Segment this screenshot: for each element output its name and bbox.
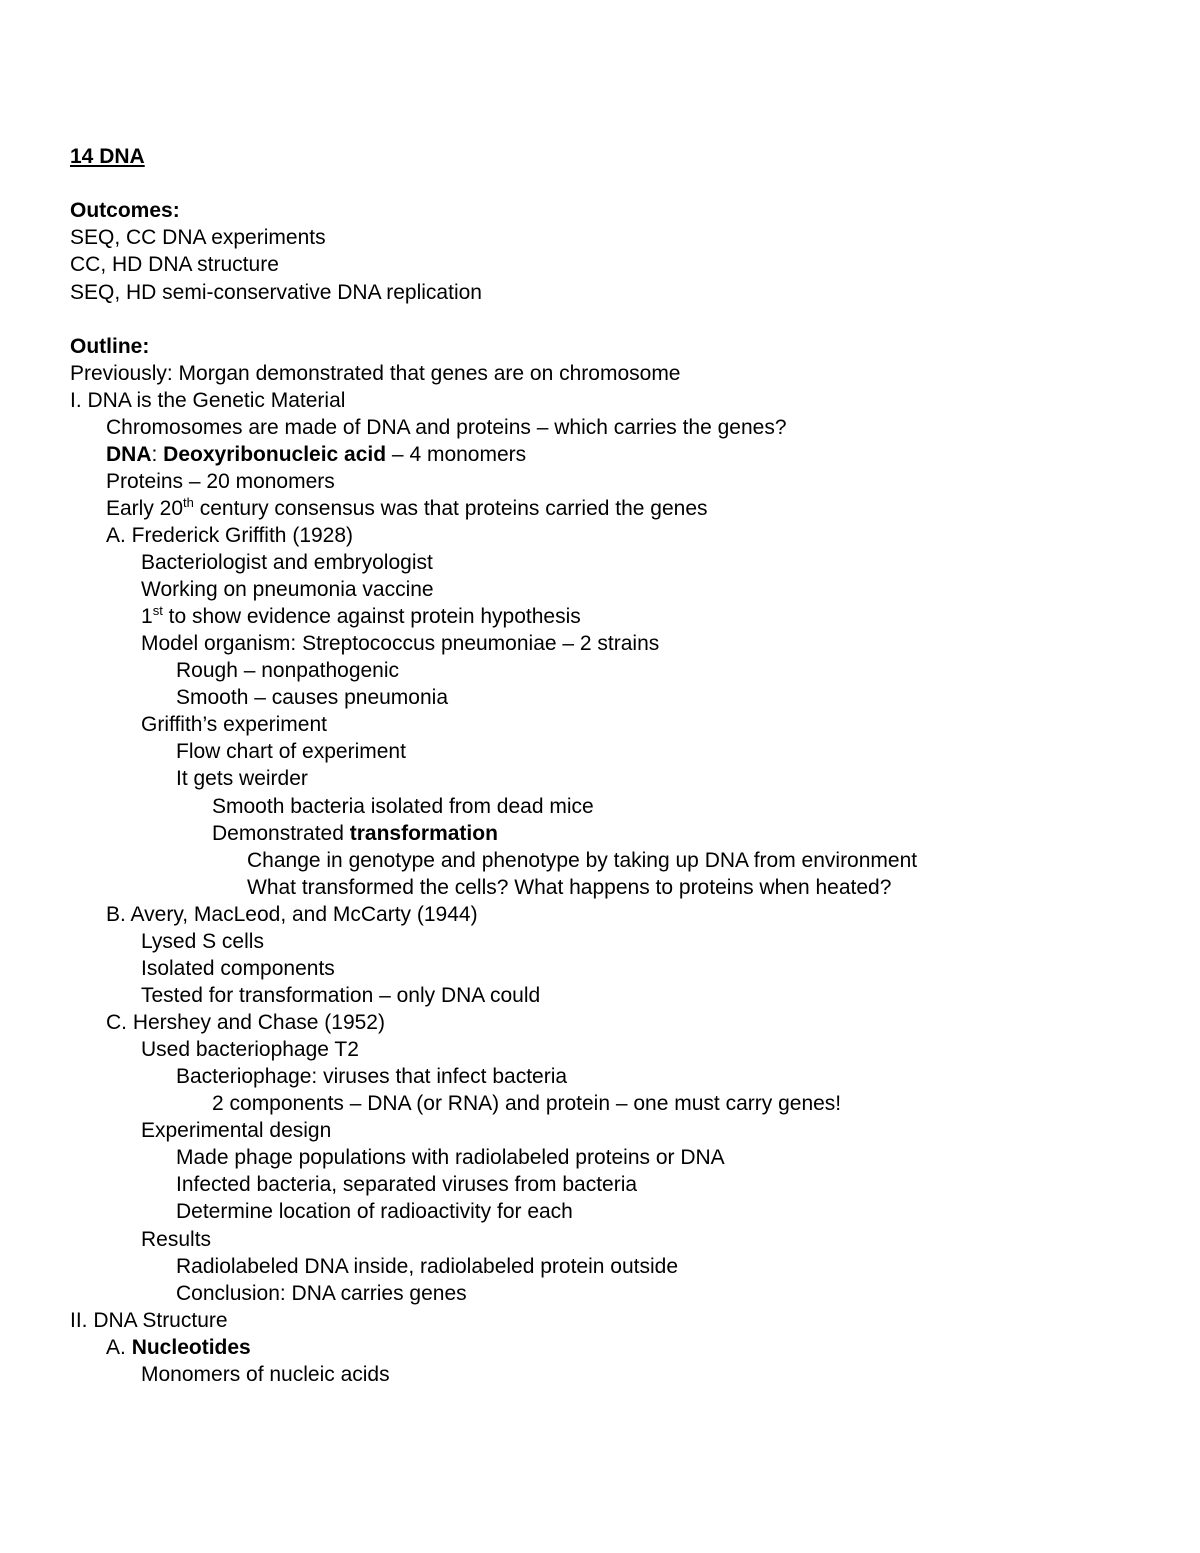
outline-line: Bacteriologist and embryologist (141, 551, 433, 574)
outline-line: Change in genotype and phenotype by taking up DNA from environment (247, 849, 918, 872)
outline-line: Isolated components (141, 957, 335, 980)
term-dna: DNA (106, 443, 152, 466)
outline-line: Infected bacteria, separated viruses from bacteria (176, 1173, 638, 1196)
outline-line: It gets weirder (176, 767, 308, 790)
outline-line: DNA: Deoxyribonucleic acid – 4 monomers (106, 443, 527, 466)
document-title: 14 DNA (70, 145, 145, 168)
term-nucleotides: Nucleotides (131, 1336, 251, 1359)
outline-line: Made phage populations with radiolabeled proteins or DNA (176, 1146, 725, 1169)
outline-line: 1st to show evidence against protein hypothesis (141, 603, 581, 628)
outline-line: Previously: Morgan demonstrated that genes are on chromosome (70, 362, 681, 385)
outline-heading: Outline: (70, 335, 150, 358)
outline-line: Monomers of nucleic acids (141, 1363, 390, 1386)
outline-line: Bacteriophage: viruses that infect bacteria (176, 1065, 568, 1088)
term-deoxyribonucleic-acid: Deoxyribonucleic acid (163, 443, 387, 466)
outline-line: Proteins – 20 monomers (106, 470, 335, 493)
outline-line: Working on pneumonia vaccine (141, 578, 434, 601)
outline-line: Chromosomes are made of DNA and proteins – which carries the genes? (106, 416, 787, 439)
outline-line: Determine location of radioactivity for each (176, 1200, 573, 1223)
outcomes-heading: Outcomes: (70, 199, 180, 222)
outline-line: Rough – nonpathogenic (176, 659, 400, 682)
subsection-heading: A. Nucleotides (106, 1336, 251, 1359)
outline-line: Smooth bacteria isolated from dead mice (212, 795, 594, 818)
outline-line: 2 components – DNA (or RNA) and protein – one must carry genes! (212, 1092, 842, 1115)
outline-line: Griffith’s experiment (141, 713, 327, 736)
outline-line: What transformed the cells? What happens to proteins when heated? (247, 876, 892, 899)
outline-line: Lysed S cells (141, 930, 264, 953)
outline-line: Smooth – causes pneumonia (176, 686, 449, 709)
subsection-heading: A. Frederick Griffith (1928) (106, 524, 354, 547)
outline-line: Used bacteriophage T2 (141, 1038, 359, 1061)
outcome-item: SEQ, HD semi-conservative DNA replication (70, 281, 482, 304)
outline-line: Experimental design (141, 1119, 332, 1142)
outline-line: Tested for transformation – only DNA could (141, 984, 541, 1007)
section-heading: II. DNA Structure (70, 1309, 228, 1332)
subsection-heading: B. Avery, MacLeod, and McCarty (1944) (106, 903, 478, 926)
outline-line: Model organism: Streptococcus pneumoniae – 2 strains (141, 632, 660, 655)
outcome-item: CC, HD DNA structure (70, 253, 279, 276)
outline-line: Results (141, 1228, 212, 1251)
outline-line: Early 20th century consensus was that proteins carried the genes (106, 495, 708, 520)
outline-line: Flow chart of experiment (176, 740, 406, 763)
outline-line: Radiolabeled DNA inside, radiolabeled protein outside (176, 1255, 679, 1278)
outcome-item: SEQ, CC DNA experiments (70, 226, 326, 249)
outline-line: Demonstrated transformation (212, 822, 498, 845)
term-transformation: transformation (349, 822, 498, 845)
subsection-heading: C. Hershey and Chase (1952) (106, 1011, 385, 1034)
outline-line: Conclusion: DNA carries genes (176, 1282, 467, 1305)
section-heading: I. DNA is the Genetic Material (70, 389, 346, 412)
